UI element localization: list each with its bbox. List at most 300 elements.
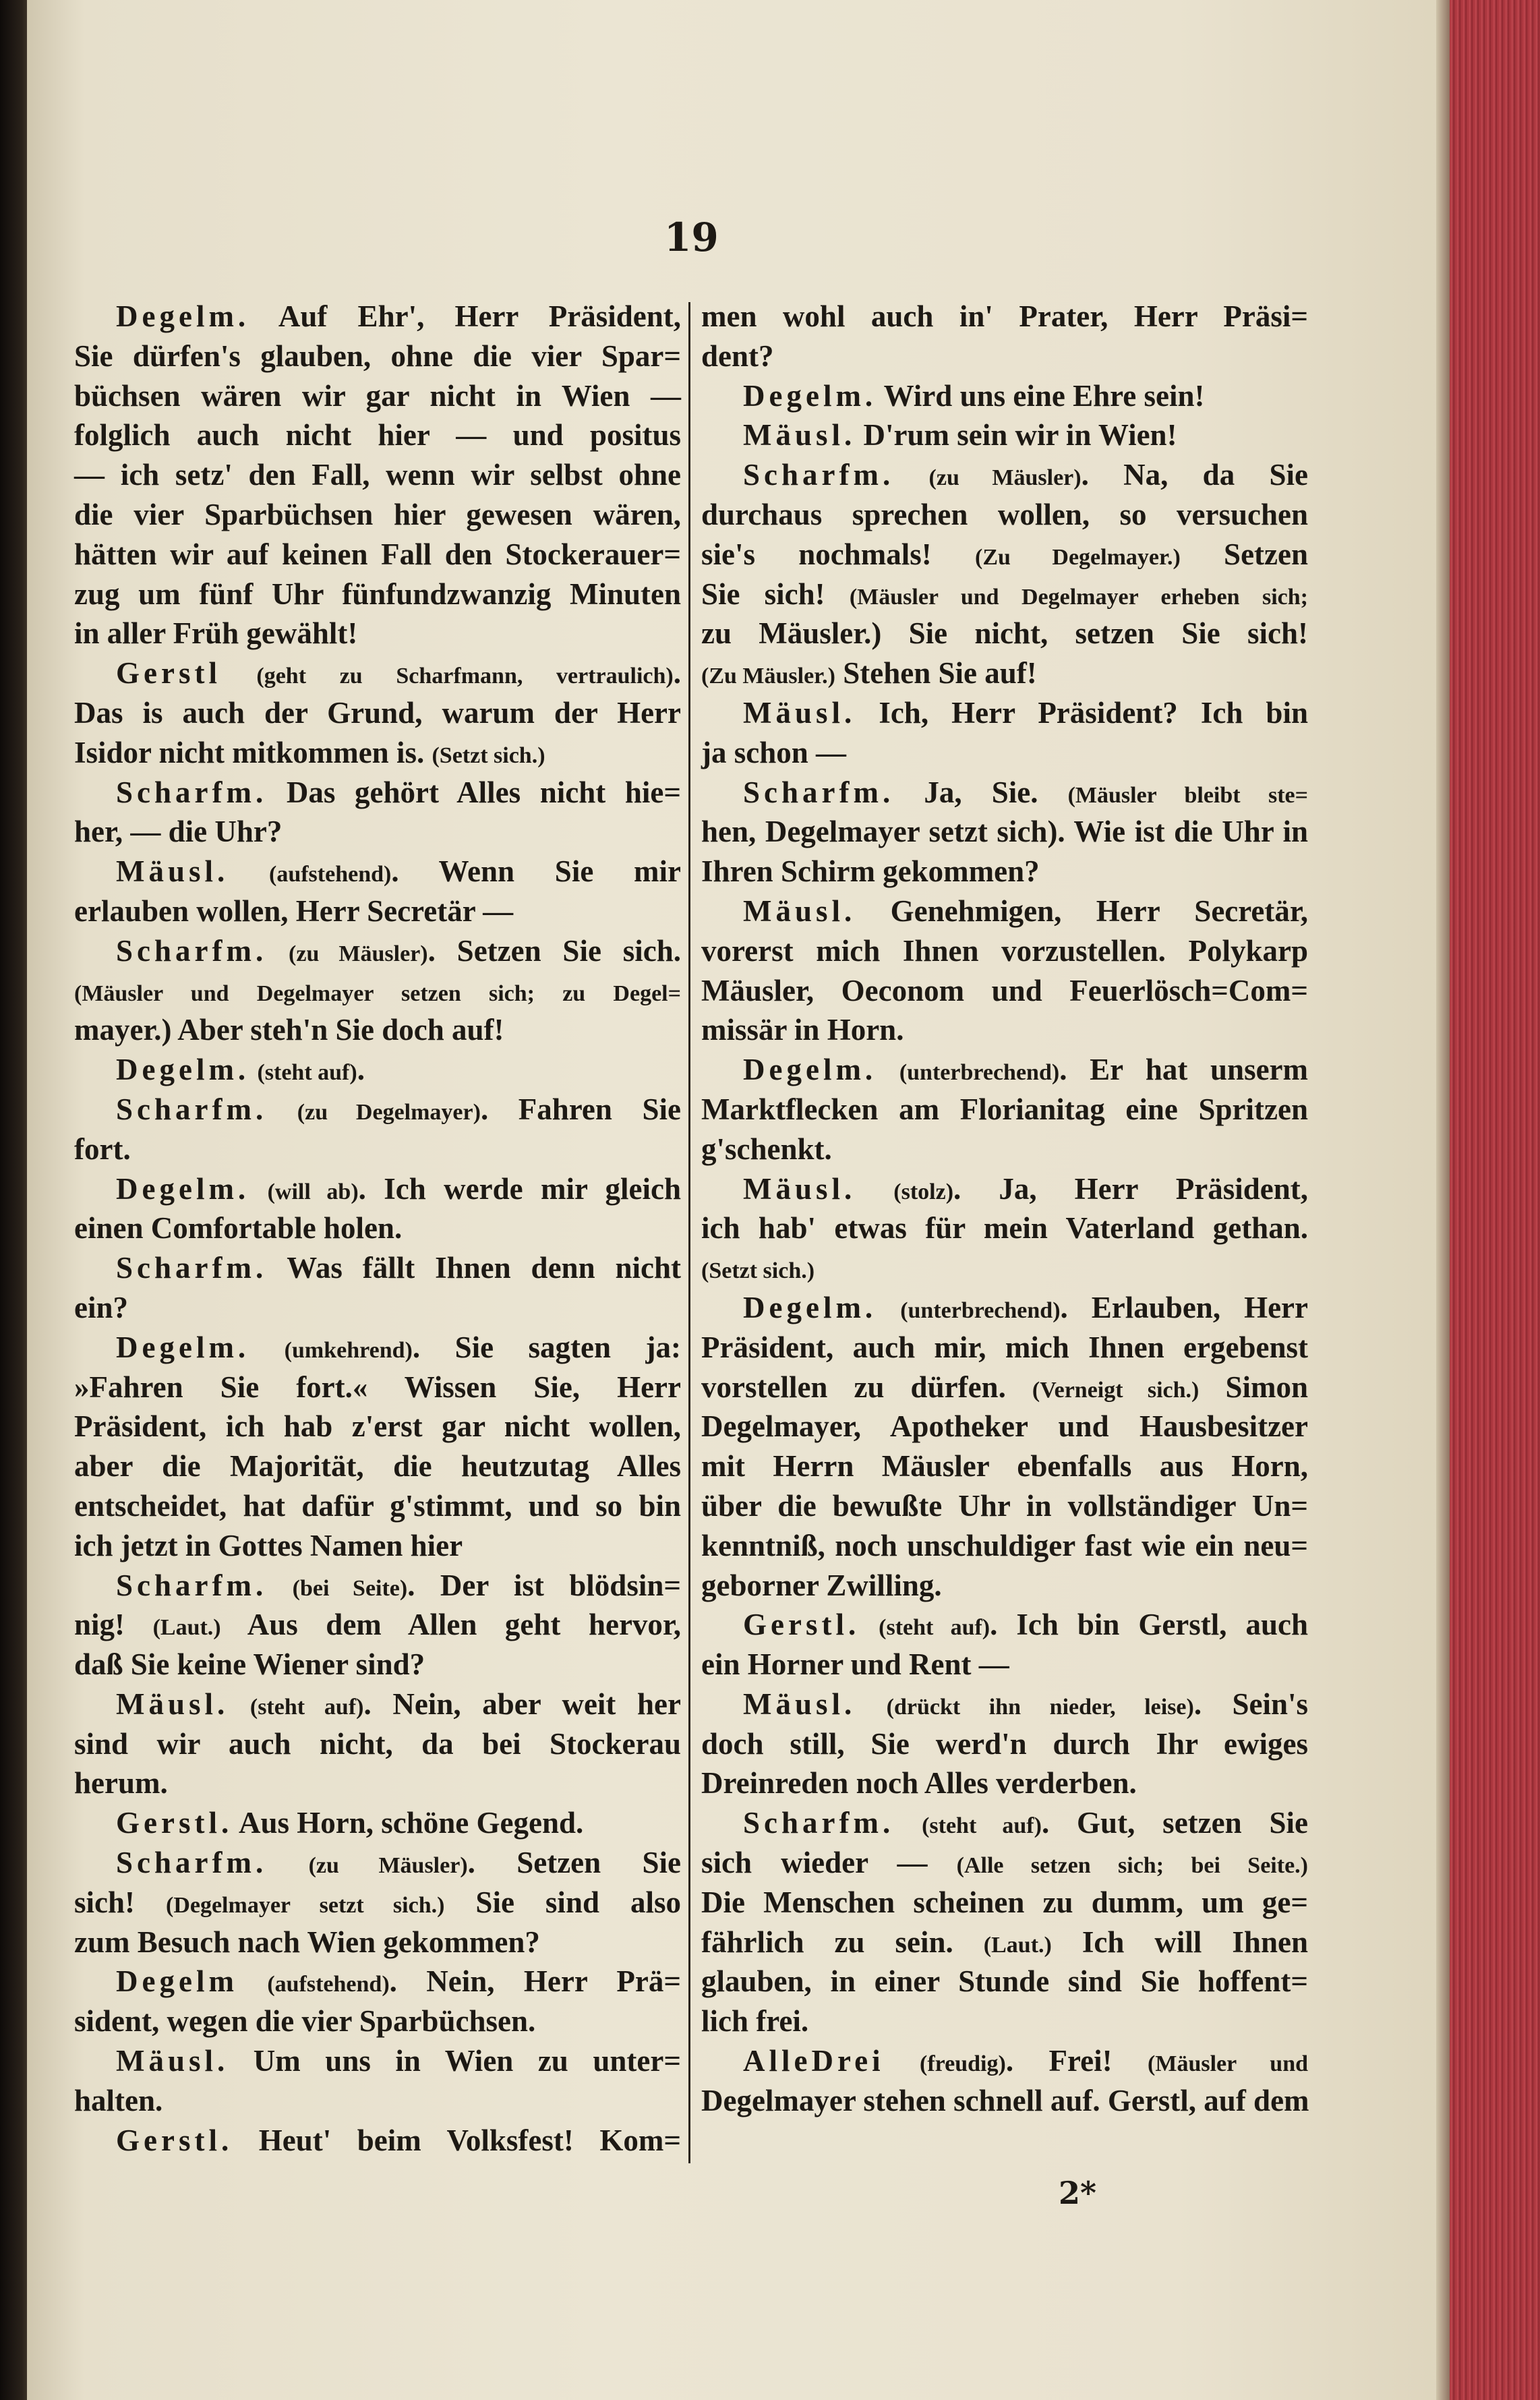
stage-direction: (Laut.) xyxy=(983,1932,1052,1958)
dialogue-text: Degelmayer stehen schnell auf. Gerstl, auf dem xyxy=(701,2083,1309,2117)
text-line xyxy=(74,297,681,336)
text-line xyxy=(74,1645,681,1685)
text-line xyxy=(701,653,1308,693)
text-line xyxy=(701,1566,1308,1606)
speaker-name: Mäusl. xyxy=(743,1687,856,1721)
dialogue-text xyxy=(221,656,256,690)
text-line xyxy=(74,1843,681,1883)
speech-paragraph xyxy=(74,1248,681,1328)
dialogue-text xyxy=(267,1846,308,1879)
dialogue-text: — ich setz' den Fall, wenn wir selbst ohne xyxy=(74,458,681,492)
speech-paragraph xyxy=(701,773,1308,891)
dialogue-text: . Nein, aber weit her xyxy=(363,1687,681,1721)
speaker-name: AlleDrei xyxy=(743,2044,885,2078)
text-line xyxy=(701,1288,1308,1328)
text-line xyxy=(74,1763,681,1803)
text-line xyxy=(74,1962,681,2001)
speech-paragraph xyxy=(74,931,681,1050)
text-line xyxy=(74,653,681,693)
text-line xyxy=(74,1407,681,1446)
text-line xyxy=(74,1050,681,1090)
dialogue-text: erlauben wollen, Herr Secretär — xyxy=(74,894,514,928)
dialogue-text: »Fahren Sie fort.« Wissen Sie, Herr xyxy=(74,1370,681,1404)
dialogue-text: Die Menschen scheinen zu dumm, um ge= xyxy=(701,1885,1308,1919)
dialogue-text: . Ja, Herr Präsident, xyxy=(953,1171,1308,1206)
left-column xyxy=(74,297,681,2160)
dialogue-text xyxy=(229,854,269,888)
stage-direction: (Zu Mäusler.) xyxy=(701,664,835,689)
dialogue-text: Ja, Sie. xyxy=(894,775,1068,809)
dialogue-text: mayer.) Aber steh'n Sie doch auf! xyxy=(74,1013,504,1047)
dialogue-text: . Setzen Sie sich. xyxy=(427,933,681,968)
dialogue-text: D'rum sein wir in Wien! xyxy=(856,418,1177,452)
dialogue-text: ein? xyxy=(74,1290,129,1324)
dialogue-text: Aus dem Allen geht hervor, xyxy=(220,1608,682,1642)
text-line xyxy=(74,693,681,733)
dialogue-text: doch still, Sie werd'n durch Ihr ewiges xyxy=(701,1726,1308,1761)
stage-direction: (zu Mäusler) xyxy=(928,465,1082,491)
text-line xyxy=(701,971,1308,1011)
dialogue-text: Wird uns eine Ehre sein! xyxy=(877,378,1205,413)
dialogue-text xyxy=(238,1964,267,1998)
dialogue-text: Marktflecken am Florianitag eine Spritzen xyxy=(701,1092,1308,1126)
text-line xyxy=(74,1090,681,1130)
speaker-name: Gerstl. xyxy=(743,1608,860,1642)
stage-direction: (Degelmayer setzt sich.) xyxy=(166,1892,445,1918)
speaker-name: Degelm. xyxy=(743,378,877,413)
text-line xyxy=(701,614,1308,653)
dialogue-text: Auf Ehr', Herr Präsident, xyxy=(249,299,681,333)
dialogue-text: halten. xyxy=(74,2083,163,2117)
dialogue-text: g'schenkt. xyxy=(701,1132,832,1166)
dialogue-text: . Frei! xyxy=(1005,2044,1148,2078)
dialogue-text: ich jetzt in Gottes Namen hier xyxy=(74,1528,463,1562)
text-line xyxy=(701,297,1308,336)
dialogue-text: sie's nochmals! xyxy=(701,537,975,571)
dialogue-text: vorstellen zu dürfen. xyxy=(701,1370,1032,1404)
speaker-name: Scharfm. xyxy=(116,1251,268,1285)
dialogue-text: . Fahren Sie xyxy=(480,1092,681,1126)
stage-direction: (Setzt sich.) xyxy=(701,1258,815,1284)
speaker-name: Mäusl. xyxy=(743,1171,856,1206)
dialogue-text: sich wieder — xyxy=(701,1846,957,1880)
page-number: 19 xyxy=(664,214,719,260)
stage-direction: (unterbrechend) xyxy=(899,1060,1060,1086)
stage-direction: (Mäusler und xyxy=(1148,2051,1309,2077)
dialogue-text: . Erlauben, Herr xyxy=(1060,1290,1309,1324)
dialogue-text: Sie sind also xyxy=(444,1885,681,1919)
text-line xyxy=(74,2081,681,2121)
dialogue-text: mit Herrn Mäusler ebenfalls aus Horn, xyxy=(701,1449,1308,1484)
dialogue-text xyxy=(249,1053,257,1086)
speaker-name: Mäusl. xyxy=(743,695,856,730)
dialogue-text: ich hab' etwas für mein Vaterland gethan. xyxy=(701,1211,1308,1246)
text-line xyxy=(701,2001,1308,2041)
text-line xyxy=(701,1883,1308,1923)
speech-paragraph xyxy=(74,2041,681,2121)
speaker-name: Scharfm. xyxy=(116,775,268,809)
dialogue-text: . xyxy=(673,656,682,691)
speaker-name: Degelm. xyxy=(116,1330,250,1364)
dialogue-text: folglich auch nicht hier — und positus xyxy=(74,418,681,452)
dialogue-text: geborner Zwilling. xyxy=(701,1568,942,1602)
text-line xyxy=(74,891,681,931)
text-line xyxy=(74,535,681,575)
speaker-name: Scharfm. xyxy=(743,1806,895,1840)
text-line xyxy=(701,1407,1308,1446)
text-line xyxy=(701,1645,1308,1685)
text-line xyxy=(701,455,1308,495)
stage-direction: (steht auf) xyxy=(879,1615,990,1641)
dialogue-text: Stehen Sie auf! xyxy=(835,656,1037,691)
speech-paragraph xyxy=(74,1169,681,1249)
dialogue-text xyxy=(856,1172,893,1206)
dialogue-text: zug um fünf Uhr fünfundzwanzig Minuten xyxy=(74,577,681,611)
text-line xyxy=(701,1803,1308,1843)
dialogue-text: die vier Sparbüchsen hier gewesen wären, xyxy=(74,497,681,531)
speaker-name: Scharfm. xyxy=(116,933,268,968)
stage-direction: (Mäusler bleibt ste= xyxy=(1067,782,1308,808)
speaker-name: Degelm. xyxy=(116,299,250,333)
speech-paragraph xyxy=(701,1685,1308,1803)
text-line xyxy=(74,2001,681,2041)
dialogue-text: Aus Horn, schöne Gegend. xyxy=(233,1806,584,1840)
text-line xyxy=(74,1328,681,1368)
speech-paragraph xyxy=(74,1090,681,1169)
stage-direction: (Laut.) xyxy=(152,1615,221,1641)
dialogue-text: Mäusler, Oeconom und Feuerlösch=Com= xyxy=(701,973,1308,1007)
text-line xyxy=(701,852,1308,891)
text-line xyxy=(701,1605,1308,1645)
speaker-name: Degelm. xyxy=(743,1290,877,1324)
text-line xyxy=(701,1763,1308,1803)
stage-direction: (zu Mäusler) xyxy=(289,941,428,966)
text-line xyxy=(701,1010,1308,1050)
speaker-name: Gerstl. xyxy=(116,1806,233,1840)
text-line xyxy=(701,1248,1308,1288)
speech-paragraph xyxy=(701,415,1308,455)
dialogue-text: über die bewußte Uhr in vollständiger Un= xyxy=(701,1488,1308,1523)
dialogue-text: einen Comfortable holen. xyxy=(74,1211,403,1246)
stage-direction: (umkehrend) xyxy=(284,1337,413,1363)
dialogue-text: durchaus sprechen wollen, so versuchen xyxy=(701,497,1308,531)
dialogue-text: dent? xyxy=(701,339,774,373)
text-line xyxy=(701,1486,1308,1526)
dialogue-text: sich! xyxy=(74,1885,166,1919)
speech-paragraph xyxy=(701,455,1308,693)
speaker-name: Mäusl. xyxy=(116,854,229,889)
dialogue-text: . Ich bin Gerstl, auch xyxy=(990,1608,1309,1642)
text-line xyxy=(701,812,1308,852)
text-line xyxy=(74,1010,681,1050)
text-line xyxy=(74,1923,681,1962)
stage-direction: (zu Mäusler) xyxy=(308,1853,468,1879)
dialogue-text: . Wenn Sie mir xyxy=(391,854,681,889)
speaker-name: Mäusl. xyxy=(743,418,856,452)
text-line xyxy=(74,1566,681,1606)
dialogue-text: Ich will Ihnen xyxy=(1051,1925,1308,1959)
text-line xyxy=(701,1526,1308,1566)
dialogue-text xyxy=(249,1172,267,1206)
text-line xyxy=(701,891,1308,931)
speaker-name: Scharfm. xyxy=(743,458,895,492)
text-line xyxy=(701,1169,1308,1209)
dialogue-text: herum. xyxy=(74,1766,168,1801)
text-line xyxy=(74,415,681,455)
text-line xyxy=(701,415,1308,455)
text-line xyxy=(74,495,681,535)
dialogue-text: sind wir auch nicht, da bei Stockerau xyxy=(74,1726,681,1761)
speech-paragraph xyxy=(74,773,681,852)
dialogue-text: entscheidet, hat dafür g'stimmt, und so bin xyxy=(74,1488,681,1523)
column-divider xyxy=(688,302,690,2163)
red-page-edges xyxy=(1450,0,1540,2400)
text-line xyxy=(701,575,1308,614)
speech-paragraph xyxy=(701,297,1308,376)
text-line xyxy=(701,2081,1308,2121)
text-line xyxy=(74,1446,681,1486)
text-line xyxy=(74,1685,681,1724)
dialogue-text: lich frei. xyxy=(701,2004,809,2039)
dialogue-text: hen, Degelmayer setzt sich). Wie ist die Uhr in xyxy=(701,815,1308,849)
text-line xyxy=(74,2121,681,2161)
stage-direction: (steht auf) xyxy=(257,1060,357,1086)
dialogue-text: ja schon — xyxy=(701,735,847,769)
speaker-name: Degelm. xyxy=(116,1053,250,1087)
stage-direction: (stolz) xyxy=(893,1179,954,1204)
dialogue-text: Sie dürfen's glauben, ohne die vier Spar= xyxy=(74,339,681,373)
speaker-name: Degelm. xyxy=(743,1053,877,1087)
dialogue-text: men wohl auch in' Prater, Herr Präsi= xyxy=(701,299,1308,333)
right-column xyxy=(701,297,1308,2121)
dialogue-text xyxy=(885,2044,920,2078)
dialogue-text: . xyxy=(357,1053,365,1087)
text-line xyxy=(701,693,1308,733)
text-line xyxy=(74,1248,681,1288)
speech-paragraph xyxy=(701,1050,1308,1169)
speech-paragraph xyxy=(74,1843,681,1962)
text-line xyxy=(74,773,681,813)
dialogue-text: . Er hat unserm xyxy=(1059,1053,1309,1087)
dialogue-text: in aller Früh gewählt! xyxy=(74,616,358,651)
dialogue-text: büchsen wären wir gar nicht in Wien — xyxy=(74,378,681,413)
dialogue-text xyxy=(267,1092,297,1126)
text-line xyxy=(74,812,681,852)
text-line xyxy=(74,1130,681,1169)
text-line xyxy=(701,495,1308,535)
dialogue-text: . Setzen Sie xyxy=(467,1846,681,1880)
stage-direction: (will ab) xyxy=(267,1179,359,1204)
stage-direction: (geht zu Scharfmann, vertraulich) xyxy=(256,664,674,689)
dialogue-text xyxy=(229,1687,250,1721)
speech-paragraph xyxy=(701,891,1308,1050)
dialogue-text: . Na, da Sie xyxy=(1081,458,1309,492)
text-line xyxy=(74,376,681,416)
dialogue-text: Das is auch der Grund, warum der Herr xyxy=(74,695,681,730)
speech-paragraph xyxy=(74,1566,681,1685)
dialogue-text: Degelmayer, Apotheker und Hausbesitzer xyxy=(701,1409,1308,1444)
dialogue-text: . Ich werde mir gleich xyxy=(358,1171,681,1206)
dialogue-text: . Nein, Herr Prä= xyxy=(389,1964,681,1999)
text-line xyxy=(74,971,681,1011)
speech-paragraph xyxy=(74,1328,681,1566)
text-line xyxy=(74,2041,681,2081)
text-line xyxy=(701,1923,1308,1962)
dialogue-text: ein Horner und Rent — xyxy=(701,1647,1009,1682)
speaker-name: Scharfm. xyxy=(116,1846,268,1880)
text-line xyxy=(74,336,681,376)
text-line xyxy=(701,376,1308,416)
text-line xyxy=(74,455,681,495)
stage-direction: (bei Seite) xyxy=(292,1575,408,1601)
text-line xyxy=(701,1962,1308,2001)
speech-paragraph xyxy=(701,1288,1308,1605)
dialogue-text xyxy=(856,1687,886,1721)
dialogue-text: fährlich zu sein. xyxy=(701,1925,984,1959)
text-line xyxy=(701,535,1308,575)
dialogue-text xyxy=(267,1569,292,1602)
dialogue-text: . Der ist blödsin= xyxy=(407,1568,682,1602)
dialogue-text: Simon xyxy=(1199,1370,1308,1404)
dialogue-text: hätten wir auf keinen Fall den Stockerauer= xyxy=(74,537,681,571)
speaker-name: Scharfm. xyxy=(116,1568,268,1602)
stage-direction: (unterbrechend) xyxy=(900,1297,1061,1323)
text-line xyxy=(701,1724,1308,1764)
text-line xyxy=(74,1526,681,1566)
text-line xyxy=(74,1803,681,1843)
text-line xyxy=(74,931,681,971)
dialogue-text: Um uns in Wien zu unter= xyxy=(229,2044,681,2078)
speaker-name: Mäusl. xyxy=(743,894,856,928)
dialogue-text: . Gut, setzen Sie xyxy=(1041,1806,1308,1840)
dialogue-text: zum Besuch nach Wien gekommen? xyxy=(74,1925,540,1959)
text-line xyxy=(701,773,1308,813)
speech-paragraph xyxy=(74,2121,681,2161)
speaker-name: Scharfm. xyxy=(116,1092,268,1126)
speaker-name: Gerstl xyxy=(116,656,221,691)
stage-direction: (steht auf) xyxy=(249,1694,364,1720)
dialogue-text: zu Mäusler.) Sie nicht, setzen Sie sich! xyxy=(701,616,1308,651)
text-line xyxy=(701,1368,1308,1407)
dialogue-text: Präsident, ich hab z'erst gar nicht wollen, xyxy=(74,1409,681,1444)
dialogue-text: daß Sie keine Wiener sind? xyxy=(74,1647,425,1682)
stage-direction: (aufstehend) xyxy=(267,1972,390,1997)
speaker-name: Mäusl. xyxy=(116,1687,229,1721)
dialogue-text: Was fällt Ihnen denn nicht xyxy=(267,1251,681,1285)
dialogue-text xyxy=(877,1053,899,1086)
stage-direction: (Zu Degelmayer.) xyxy=(975,544,1181,570)
dialogue-text: Heut' beim Volksfest! Kom= xyxy=(233,2123,681,2157)
text-line xyxy=(74,852,681,891)
text-line xyxy=(701,931,1308,971)
text-line xyxy=(74,1368,681,1407)
text-line xyxy=(701,1050,1308,1090)
dialogue-text: glauben, in einer Stunde sind Sie hoffent= xyxy=(701,1964,1308,1999)
dialogue-text: Dreinreden noch Alles verderben. xyxy=(701,1766,1137,1801)
text-line xyxy=(74,575,681,614)
speaker-name: Gerstl. xyxy=(116,2123,233,2157)
dialogue-text: nig! xyxy=(74,1608,153,1642)
speech-paragraph xyxy=(74,1803,681,1843)
text-line xyxy=(701,336,1308,376)
dialogue-text xyxy=(267,934,289,968)
text-line xyxy=(74,733,681,773)
speaker-name: Mäusl. xyxy=(116,2044,229,2078)
dialogue-text: Ihren Schirm gekommen? xyxy=(701,854,1040,889)
dialogue-text: Setzen xyxy=(1180,537,1308,571)
speech-paragraph xyxy=(701,693,1308,773)
speech-paragraph xyxy=(701,376,1308,416)
stage-direction: (aufstehend) xyxy=(269,862,392,887)
speech-paragraph xyxy=(701,2041,1308,2121)
text-line xyxy=(701,1208,1308,1248)
text-line xyxy=(74,1883,681,1923)
dialogue-text: fort. xyxy=(74,1132,131,1166)
dialogue-text: Präsident, auch mir, mich Ihnen ergebenst xyxy=(701,1330,1308,1364)
dialogue-text: missär in Horn. xyxy=(701,1013,904,1047)
stage-direction: (Alle setzen sich; bei Seite.) xyxy=(956,1853,1308,1879)
dialogue-text: her, — die Uhr? xyxy=(74,815,283,849)
stage-direction: (Mäusler und Degelmayer setzen sich; zu Degel= xyxy=(74,981,681,1006)
stage-direction: (Verneigt sich.) xyxy=(1032,1377,1200,1403)
speech-paragraph xyxy=(74,297,681,653)
dialogue-text: Das gehört Alles nicht hie= xyxy=(267,775,681,809)
speech-paragraph xyxy=(701,1803,1308,2041)
dialogue-text: sident, wegen die vier Sparbüchsen. xyxy=(74,2004,536,2039)
text-line xyxy=(701,1446,1308,1486)
speaker-name: Degelm xyxy=(116,1964,238,1999)
text-line xyxy=(701,733,1308,773)
text-line xyxy=(701,1090,1308,1130)
dialogue-text xyxy=(894,1806,922,1840)
stage-direction: (Mäusler und Degelmayer erheben sich; xyxy=(849,584,1308,610)
dialogue-text: . Sein's xyxy=(1193,1687,1309,1721)
text-line xyxy=(74,1288,681,1328)
text-line xyxy=(74,1208,681,1248)
stage-direction: (freudig) xyxy=(920,2051,1006,2077)
text-line xyxy=(74,1605,681,1645)
speaker-name: Scharfm. xyxy=(743,775,895,809)
speech-paragraph xyxy=(701,1169,1308,1288)
dialogue-text xyxy=(249,1330,284,1364)
stage-direction: (drückt ihn nieder, leise) xyxy=(886,1694,1194,1720)
speaker-name: Degelm. xyxy=(116,1171,250,1206)
dialogue-text: Isidor nicht mitkommen is. xyxy=(74,735,432,769)
dialogue-text: aber die Majorität, die heutzutag Alles xyxy=(74,1449,681,1484)
text-line xyxy=(701,2041,1308,2081)
stage-direction: (steht auf) xyxy=(922,1813,1042,1839)
speech-paragraph xyxy=(74,1962,681,2041)
dialogue-text: Sie sich! xyxy=(701,577,850,611)
speech-paragraph xyxy=(701,1605,1308,1685)
text-line xyxy=(74,1486,681,1526)
speech-paragraph xyxy=(74,1050,681,1090)
dialogue-text xyxy=(894,458,928,492)
dialogue-text xyxy=(877,1291,900,1324)
dialogue-text: vorerst mich Ihnen vorzustellen. Polykarp xyxy=(701,933,1308,968)
text-line xyxy=(74,1169,681,1209)
speech-paragraph xyxy=(74,852,681,931)
dialogue-text: Ich, Herr Präsident? Ich bin xyxy=(856,695,1308,730)
text-line xyxy=(74,614,681,653)
dialogue-text: . Sie sagten ja: xyxy=(412,1330,681,1364)
stage-direction: (Setzt sich.) xyxy=(432,742,545,768)
dialogue-text: kenntniß, noch unschuldiger fast wie ein neu= xyxy=(701,1528,1308,1562)
text-line xyxy=(74,1724,681,1764)
printer-signature-mark: 2* xyxy=(1059,2175,1097,2211)
speech-paragraph xyxy=(74,1685,681,1803)
speech-paragraph xyxy=(74,653,681,772)
